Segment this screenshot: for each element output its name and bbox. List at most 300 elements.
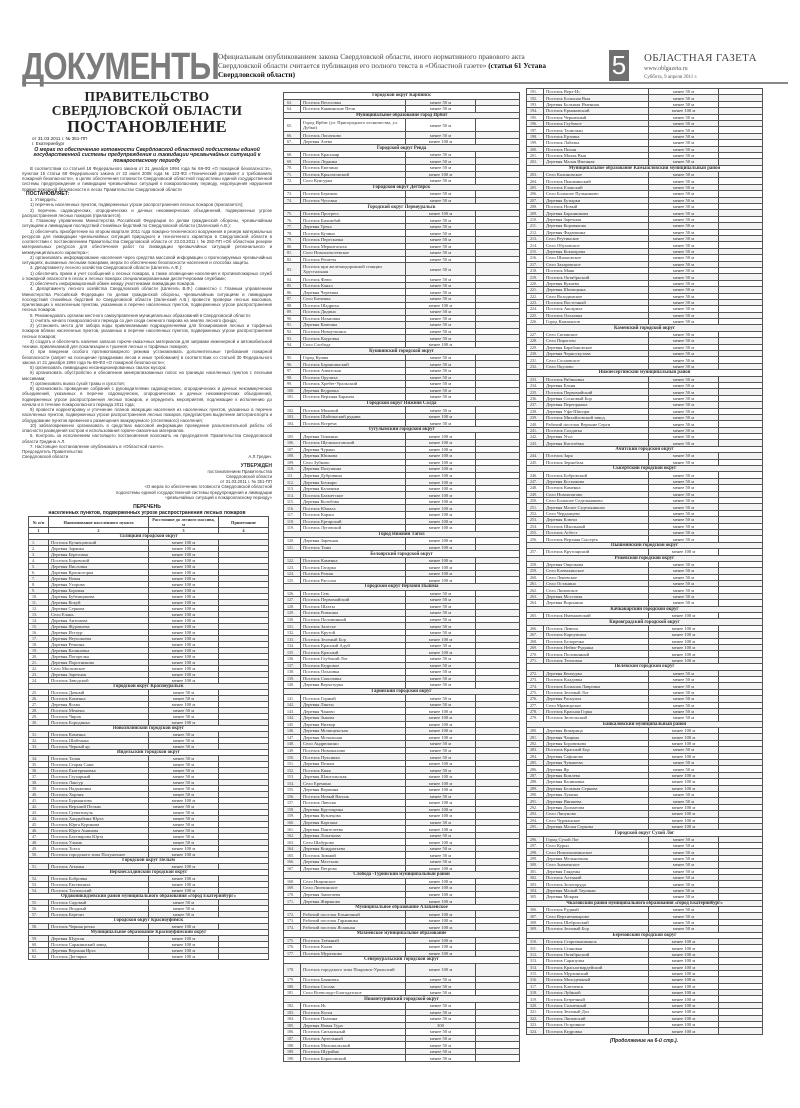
settlement-name: Поселок Зеленый Бор xyxy=(301,636,406,643)
row-number: 69. xyxy=(284,158,301,165)
decree-resolution-heading: ПОСТАНОВЛЯЕТ: xyxy=(26,190,70,197)
row-number: 90. xyxy=(284,315,301,322)
settlement-name: Деревня Уторова xyxy=(49,582,149,588)
settlement-name: Поселок Красная Горка xyxy=(544,708,649,714)
forest-distance: менее 50 м xyxy=(649,702,719,708)
forest-distance: менее 50 м xyxy=(406,99,476,106)
settlement-name: Деревня Крутоярчка xyxy=(301,806,406,813)
settlement-name: Поселок Косья xyxy=(301,1009,406,1016)
decree-paragraph: 4. Департаменту лесного хозяйства Свердловской области (Шлегель В.Ф.) совместно с Главным управлением Министерства Российской Федерации по делам гражданской обороны, чрезвычайным ситуациям и ликвидации последствий стихийных бедствий по Свердловской области (Заленский А.В.) провести проверки лесных массивов, прилегающих к населенным пунктам, указанным в перечне населенных пунктов, подверженных угрозе распространения лесных пожаров. xyxy=(22,286,272,313)
forest-distance: менее 100 м xyxy=(149,636,219,642)
row-number: 304. xyxy=(527,887,544,893)
row-number: 187. xyxy=(284,1035,301,1042)
forest-distance: менее 50 м xyxy=(649,907,719,913)
row-number: 156. xyxy=(284,793,301,800)
municipality-name: Муниципальное образование город Ирбит xyxy=(284,112,520,119)
forest-distance: менее 100 м xyxy=(406,878,476,885)
settlement-name: Село Чурманское xyxy=(544,817,649,823)
settlement-name: Поселок Баяновка xyxy=(301,976,406,983)
row-number: 252. xyxy=(527,510,544,516)
settlement-name: Поселок Боровской xyxy=(49,558,149,564)
row-number: 133. xyxy=(284,636,301,643)
row-number: 268. xyxy=(527,638,544,644)
row-number: 234. xyxy=(527,382,544,388)
row-number: 153. xyxy=(284,773,301,780)
forest-distance: менее 100 м xyxy=(406,898,476,905)
forest-distance: менее 100 м xyxy=(649,938,719,944)
settlement-name: Деревня Перепряжка xyxy=(544,402,649,408)
row-number: 106. xyxy=(284,439,301,446)
settlement-name: Поселок Перескачка xyxy=(301,237,406,244)
table-row xyxy=(527,1028,763,1034)
row-number: 23. xyxy=(29,672,49,678)
row-number: 109. xyxy=(284,459,301,466)
table-row xyxy=(284,263,520,276)
row-number: 51. xyxy=(29,864,49,870)
row-number: 80. xyxy=(284,243,301,250)
row-number: 125. xyxy=(284,577,301,584)
row-number: 216. xyxy=(527,255,544,261)
forest-distance: менее 50 м xyxy=(649,875,719,881)
forest-distance: менее 100 м xyxy=(406,937,476,944)
settlement-name: Деревня Журавлева xyxy=(49,624,149,630)
row-number: 130. xyxy=(284,616,301,623)
decree-paragraph: 5) организовать ликвидацию несанкционированных свалок мусора; xyxy=(30,365,167,371)
forest-distance: менее 100 м xyxy=(406,839,476,846)
settlement-name: Деревня Шуртан xyxy=(49,936,149,942)
forest-distance: менее 50 м xyxy=(649,894,719,900)
settlement-name: Поселок Кедровое xyxy=(301,662,406,669)
row-number: 276. xyxy=(527,696,544,702)
row-number: 312. xyxy=(527,951,544,957)
row-number: 172. xyxy=(284,911,301,918)
settlement-name: Поселок Большая Выя xyxy=(544,95,649,101)
settlement-name: Поселок Белоречка xyxy=(544,638,649,644)
row-number: 55. xyxy=(29,900,49,906)
publication-notice xyxy=(218,52,558,79)
forest-distance: менее 100 м xyxy=(649,951,719,957)
settlement-name: Поселок Красный Бор xyxy=(544,747,649,753)
row-number: 88. xyxy=(284,302,301,309)
forest-distance: менее 100 м xyxy=(149,576,219,582)
settlement-name: Поселок Асбест xyxy=(544,529,649,535)
row-number: 103. xyxy=(284,413,301,420)
settlement-name: Деревня Кокшарова xyxy=(544,248,649,254)
row-number: 288. xyxy=(527,779,544,785)
settlement-name: Поселок Талая xyxy=(49,756,149,762)
forest-distance: менее 100 м xyxy=(649,728,719,734)
forest-distance: менее 100 м xyxy=(649,817,719,823)
forest-distance: менее 100 м xyxy=(406,728,476,735)
settlement-name: Поселок Каквинские Печи xyxy=(301,106,406,113)
forest-distance: менее 50 м xyxy=(649,95,719,101)
forest-distance: менее 100 м xyxy=(149,942,219,948)
settlement-name: Поселок Канал xyxy=(301,282,406,289)
row-number: 298. xyxy=(527,849,544,855)
forest-distance: менее 100 м xyxy=(149,666,219,672)
municipality-name: Городской округ Сухой Лог xyxy=(527,830,763,836)
settlement-name: Поселок Лопатково xyxy=(301,132,406,139)
settlement-name: Поселок Ис xyxy=(301,1003,406,1010)
settlement-name: Деревня Петрова xyxy=(301,865,406,872)
row-number: 39. xyxy=(29,786,49,792)
decree-title: О мерах по обеспечению готовности Свердловской областной подсистемы единой государственной системы предупреждения и ликвидации чрезвычайных ситуаций к пожароопасному периоду xyxy=(33,146,261,164)
row-number: 193. xyxy=(527,101,544,107)
settlement-name: Город Ирбит (ул. Пригородного лесничества, ул. Дубки) xyxy=(301,119,406,132)
row-number: 177. xyxy=(284,950,301,957)
forest-distance: менее 50 м xyxy=(649,510,719,516)
signer-name: А.Л.Гредин. xyxy=(248,454,272,460)
row-number: 118. xyxy=(284,518,301,525)
forest-distance: менее 100 м xyxy=(149,852,219,858)
row-number: 307. xyxy=(527,913,544,919)
row-number: 189. xyxy=(284,1048,301,1055)
forest-distance: менее 100 м xyxy=(649,945,719,951)
forest-distance: менее 50 м xyxy=(406,629,476,636)
row-number: 218. xyxy=(527,267,544,273)
settlement-name: Поселок Половинный xyxy=(544,651,649,657)
settlement-name: Поселок Бобровка xyxy=(49,876,149,882)
newspaper-url[interactable]: www.oblgazeta.ru xyxy=(644,66,688,72)
settlement-name: Рабочий поселок Верхние Серги xyxy=(544,421,649,427)
row-number: 46. xyxy=(29,828,49,834)
row-number: 247. xyxy=(527,478,544,484)
forest-distance: менее 50 м xyxy=(149,780,219,786)
row-number: 285. xyxy=(527,760,544,766)
settlement-name: Поселок Алтынай xyxy=(544,875,649,881)
row-number: 220. xyxy=(527,280,544,286)
settlements-table-part-2 xyxy=(283,92,520,1062)
forest-distance: менее 50 м xyxy=(149,774,219,780)
settlement-name: Поселок Аксариха xyxy=(544,306,649,312)
row-number: 319. xyxy=(527,996,544,1002)
settlement-name: Деревня Глядены xyxy=(544,868,649,874)
row-number: 68. xyxy=(284,151,301,158)
settlement-name: Деревня Мельничная xyxy=(544,855,649,861)
settlement-name: Деревня Кенчурка xyxy=(544,670,649,676)
forest-distance: менее 50 м xyxy=(406,106,476,113)
column-decree xyxy=(22,90,272,960)
settlement-name: Поселок Зеленый Лог xyxy=(544,689,649,695)
forest-distance: менее 50 м xyxy=(406,597,476,604)
forest-distance: менее 50 м xyxy=(649,351,719,357)
settlement-name: Поселок Лангур xyxy=(49,780,149,786)
row-number: 150. xyxy=(284,754,301,761)
settlement-name: Поселок Гать xyxy=(301,590,406,597)
settlement-name: Поселок Солнечный xyxy=(544,1002,649,1008)
row-number: 72. xyxy=(284,178,301,185)
row-number: 113. xyxy=(284,485,301,492)
forest-distance: менее 50 м xyxy=(649,919,719,925)
settlement-name: Деревня Сафонова xyxy=(544,753,649,759)
row-number: 76. xyxy=(284,217,301,224)
settlement-name: Деревня Уфа-Шигири xyxy=(544,408,649,414)
settlement-name: Деревня Калиновка xyxy=(49,648,149,654)
row-number: 84. xyxy=(284,276,301,283)
settlement-name: Деревня Малая Серкова xyxy=(544,823,649,829)
settlement-name: Поселок Тохта xyxy=(49,846,149,852)
row-number: 146. xyxy=(284,728,301,735)
forest-distance: менее 50 м xyxy=(649,491,719,497)
row-number: 313. xyxy=(527,958,544,964)
forest-distance: менее 100 м xyxy=(649,734,719,740)
settlement-name: Поселок Крутой xyxy=(301,629,406,636)
settlement-name: Поселок Старая Сама xyxy=(49,762,149,768)
settlement-name: Поселок Веселовка xyxy=(301,99,406,106)
decree-paragraph: 4) при введении особого противопожарного режима устанавливать дополнительные требования пожарной безопасности (запрет на посещение гражданами лесов и иные требования) в соответствии со статьей 30 Федерального закона от 21 декабря 1994 года № 69-ФЗ «О пожарной безопасности»; xyxy=(22,349,272,365)
header-name: Наименование населенного пункта xyxy=(49,517,149,528)
row-number: 142. xyxy=(284,701,301,708)
row-number: 236. xyxy=(527,395,544,401)
row-note xyxy=(476,963,520,976)
row-number: 305. xyxy=(527,894,544,900)
forest-distance: менее 50 м xyxy=(649,440,719,446)
forest-distance: менее 50 м xyxy=(149,906,219,912)
header-distance: Расстояние до лесного массива, м xyxy=(149,517,219,528)
row-number: 169. xyxy=(284,885,301,892)
settlement-name: Поселок Зернобаза xyxy=(544,459,649,465)
municipality-name: Городской округ Красноуральск xyxy=(29,684,269,690)
settlement-name: Поселок Пуксинка xyxy=(301,754,406,761)
settlement-name: Деревня Мастыли xyxy=(301,858,406,865)
forest-distance: менее 50 м xyxy=(649,331,719,337)
row-number: 159. xyxy=(284,813,301,820)
forest-distance: менее 50 м xyxy=(649,421,719,427)
row-number: 194. xyxy=(527,108,544,114)
forest-distance: менее 50 м xyxy=(406,682,476,689)
row-number: 62. xyxy=(29,954,49,960)
notice-text: Официальным опубликованием закона Свердловской области, иного нормативного правового акта Свердловской области считается публикация его полного текста в «Областной газете» xyxy=(218,52,525,70)
settlement-name: Поселок Глубокий Лог xyxy=(301,656,406,663)
forest-distance: менее 50 м xyxy=(649,280,719,286)
row-number: 15. xyxy=(29,624,49,630)
row-number: 250. xyxy=(527,498,544,504)
approved-line: постановлением Правительства xyxy=(207,468,272,474)
row-number: 166. xyxy=(284,858,301,865)
forest-distance: менее 100 м xyxy=(649,811,719,817)
row-number: 111. xyxy=(284,472,301,479)
list-subtitle: населенных пунктов, подверженных угрозе распространения лесных пожаров xyxy=(48,510,246,517)
row-number: 5. xyxy=(29,564,49,570)
forest-distance: менее 100 м xyxy=(649,970,719,976)
forest-distance: менее 100 м xyxy=(406,917,476,924)
row-number: 191. xyxy=(527,89,544,95)
row-number: 227. xyxy=(527,331,544,337)
forest-distance: менее 100 м xyxy=(149,924,219,930)
forest-distance: менее 100 м xyxy=(649,657,719,663)
settlement-name: Село Новопышминское xyxy=(544,849,649,855)
decree-paragraph: 1. Утвердить: xyxy=(30,197,57,203)
row-number: 185. xyxy=(284,1022,301,1029)
row-number: 2. xyxy=(29,546,49,552)
row-number: 282. xyxy=(527,740,544,746)
row-number: 117. xyxy=(284,512,301,519)
row-number: 269. xyxy=(527,644,544,650)
settlement-name: Поселок Рассоха xyxy=(301,577,406,584)
settlement-name: Деревня Кедровка xyxy=(301,387,406,394)
settlement-name: Деревня Замотаева xyxy=(301,891,406,898)
decree-paragraph: 10) заблаговременно организовать в средствах массовой информации проведение разъяснительной работы об опасности разведения костров и использования горюче-смазочных материалов. xyxy=(22,422,272,434)
row-number: 271. xyxy=(527,657,544,663)
municipality-name: Городской округ Нижняя Салда xyxy=(284,400,520,407)
list-title: ПЕРЕЧЕНЬ xyxy=(133,504,161,511)
decree-number: от 31.03.2011 г. № 351-ПП xyxy=(32,136,88,141)
settlement-name: Поселок Чирок xyxy=(49,714,149,720)
settlement-name: Поселок Калач xyxy=(301,944,406,951)
forest-distance: менее 50 м xyxy=(649,523,719,529)
row-number: 294. xyxy=(527,817,544,823)
settlement-name: Деревня Истоур xyxy=(49,630,149,636)
municipality-name: Городской округ Пелым xyxy=(29,858,269,864)
section-heading-row xyxy=(29,894,269,900)
row-number: 149. xyxy=(284,747,301,754)
row-number: 157. xyxy=(284,800,301,807)
forest-distance: менее 50 м xyxy=(649,529,719,535)
forest-distance: менее 50 м xyxy=(649,504,719,510)
row-number: 254. xyxy=(527,523,544,529)
settlement-name: Рабочий поселок Гаранинка xyxy=(301,917,406,924)
settlement-name: Село Новоалексеевское xyxy=(301,250,406,257)
row-number: 100. xyxy=(284,387,301,394)
row-number: 99. xyxy=(284,381,301,388)
settlement-name: Деревня Инишева xyxy=(544,798,649,804)
settlement-name: Село Ницинское xyxy=(301,878,406,885)
municipality-name: Городской округ Верхняя Пышма xyxy=(284,584,520,591)
row-number: 204. xyxy=(527,178,544,184)
forest-distance: менее 50 м xyxy=(649,485,719,491)
forest-distance: менее 50 м xyxy=(649,862,719,868)
row-number: 56. xyxy=(29,906,49,912)
forest-distance: менее 50 м xyxy=(406,669,476,676)
settlement-name: Поселок Бородинка xyxy=(49,720,149,726)
settlement-name: Поселок Красногвардейский xyxy=(544,964,649,970)
municipality-name: Сысертский городской округ xyxy=(527,466,763,472)
settlement-name: Поселок Зимний xyxy=(301,852,406,859)
forest-distance: менее 100 м xyxy=(649,785,719,791)
settlement-name: Деревня Новая xyxy=(49,576,149,582)
decree-paragraph: 2) перечень садоводческих, огороднических и дачных некоммерческих объединений, подверженных угрозе распространения лесных пожаров (прилагается). xyxy=(22,207,272,218)
forest-distance: менее 50 м xyxy=(649,197,719,203)
forest-distance: менее 50 м xyxy=(649,689,719,695)
forest-distance: менее 100 м xyxy=(406,138,476,145)
forest-distance: менее 100 м xyxy=(649,1015,719,1021)
document-type: ПОСТАНОВЛЕНИЕ xyxy=(67,117,227,136)
forest-distance: менее 100 м xyxy=(406,492,476,499)
settlement-name: Поселок Моховой xyxy=(301,407,406,414)
forest-distance: менее 50 м xyxy=(406,1016,476,1023)
settlement-name: Поселок Ледянка xyxy=(301,158,406,165)
decree-paragraph: 7) организовать вывоз сухой травы и сухостоя; xyxy=(30,380,125,386)
forest-distance: менее 50 м xyxy=(649,229,719,235)
forest-distance: менее 50 м xyxy=(649,319,719,325)
settlement-name: Деревня Пантелеева xyxy=(301,826,406,833)
row-number: 258. xyxy=(527,561,544,567)
settlements-table-part-1 xyxy=(28,516,269,960)
decree-paragraph: 2. Главному управлению Министерства Российской Федерации по делам гражданской обороны, чрезвычайным ситуациям и ликвидации последствий стихийных бедствий по Свердловской области (Заленский А.В.): xyxy=(22,218,272,229)
settlement-name: Поселок Щелконоговский xyxy=(301,439,406,446)
forest-distance: менее 50 м xyxy=(649,261,719,267)
municipality-name: Верхнесалдинский городской округ xyxy=(29,870,269,876)
settlement-name: Деревня Юшкова xyxy=(301,453,406,460)
settlement-name: Деревня Фадюшина xyxy=(544,229,649,235)
row-number: 121. xyxy=(284,544,301,551)
settlement-name: Деревня Черемша xyxy=(301,289,406,296)
row-number: 96. xyxy=(284,361,301,368)
settlement-name: Поселок Молодежный xyxy=(544,977,649,983)
forest-distance: менее 50 м xyxy=(149,810,219,816)
settlement-name: Поселок Таёжный xyxy=(301,937,406,944)
settlement-name: Поселок Карпушиха xyxy=(544,632,649,638)
forest-distance: менее 100 м xyxy=(406,577,476,584)
settlement-name: Деревня Полушина xyxy=(301,466,406,473)
settlement-name: Поселок Шахты xyxy=(301,603,406,610)
forest-distance: менее 50 м xyxy=(406,322,476,329)
municipality-name: Город Нижний Тагил xyxy=(284,531,520,538)
settlement-name: Поселок Встреча xyxy=(301,420,406,427)
settlement-name: Деревня Черноскутова xyxy=(544,351,649,357)
row-number: 292. xyxy=(527,804,544,810)
forest-distance: менее 50 м xyxy=(649,114,719,120)
decree-paragraph: 3. Департаменту лесного хозяйства Свердловской области (Шлегель А.Ф.): xyxy=(30,265,183,271)
forest-distance: менее 50 м xyxy=(649,747,719,753)
forest-distance: менее 50 м xyxy=(649,344,719,350)
forest-distance: менее 50 м xyxy=(149,840,219,846)
forest-distance: менее 50 м xyxy=(406,976,476,983)
settlement-name: Деревня Заречная xyxy=(301,538,406,545)
row-number: 158. xyxy=(284,806,301,813)
settlement-name: Поселок Прогресс xyxy=(301,210,406,217)
settlement-name: Деревня Шантальская xyxy=(301,773,406,780)
row-number: 265. xyxy=(527,613,544,619)
forest-distance: менее 50 м xyxy=(406,354,476,361)
forest-distance: менее 50 м xyxy=(406,590,476,597)
decree-body xyxy=(22,166,272,450)
row-number: 18. xyxy=(29,642,49,648)
row-number: 181. xyxy=(284,989,301,996)
forest-distance: менее 100 м xyxy=(149,954,219,960)
row-number: 94. xyxy=(284,341,301,348)
forest-distance: менее 50 м xyxy=(649,178,719,184)
row-number: 78. xyxy=(284,230,301,237)
forest-distance: менее 50 м xyxy=(649,306,719,312)
settlement-name: Поселок Евстюниха xyxy=(49,882,149,888)
forest-distance: менее 50 м xyxy=(149,792,219,798)
settlement-name: Деревня Трека xyxy=(301,223,406,230)
forest-distance: менее 100 м xyxy=(649,1009,719,1015)
settlement-name: Деревня Дубровина xyxy=(301,472,406,479)
municipality-name: Полевской городской округ xyxy=(527,664,763,670)
forest-distance: менее 100 м xyxy=(406,171,476,178)
forest-distance: менее 50 м xyxy=(649,235,719,241)
settlement-name: Поселок Ромашка xyxy=(301,610,406,617)
settlement-name: Поселок Школьный xyxy=(544,523,649,529)
forest-distance: менее 50 м xyxy=(649,216,719,222)
settlement-name: Поселок Зюзельский xyxy=(544,715,649,721)
row-number: 202. xyxy=(527,159,544,165)
forest-distance: менее 50 м xyxy=(649,133,719,139)
row-number: 102. xyxy=(284,407,301,414)
row-number: 70. xyxy=(284,165,301,172)
row-number: 256. xyxy=(527,536,544,542)
row-number: 283. xyxy=(527,747,544,753)
row-number: 317. xyxy=(527,983,544,989)
forest-distance: менее 100 м xyxy=(406,944,476,951)
row-number: 321. xyxy=(527,1009,544,1015)
municipality-name: Белоярский городской округ xyxy=(284,551,520,558)
forest-distance: 300 xyxy=(406,1022,476,1029)
forest-distance: менее 50 м xyxy=(149,900,219,906)
forest-distance: менее 50 м xyxy=(406,662,476,669)
